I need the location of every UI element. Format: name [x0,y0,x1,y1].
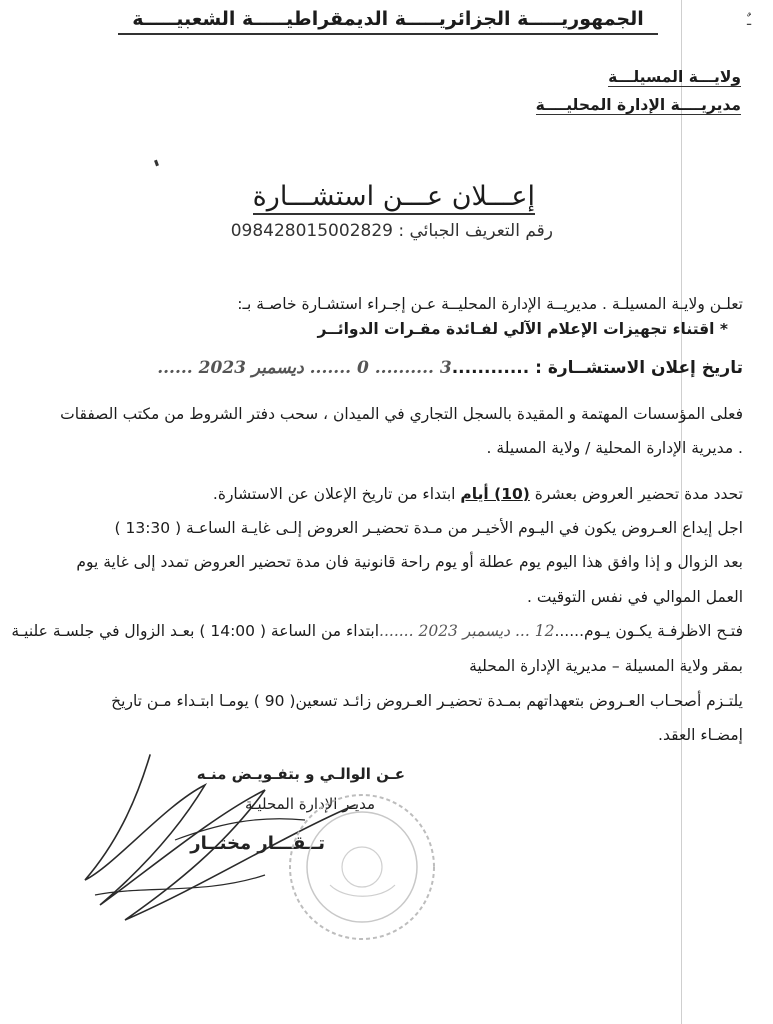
p2-pre: تحدد مدة تحضير العروض بعشرة [529,485,743,503]
fiscal-id: رقم التعريف الجبائي : 098428015002829 [230,221,553,241]
p4-a: فتـح الاظرفـة يكـون يـوم...... [554,622,743,640]
paragraph-3-line-3: العمل الموالي في نفس التوقيت . [527,588,743,606]
paragraph-1-line-1: فعلى المؤسسات المهتمة و المقيدة بالسجل التجاري في الميدان ، سحب دفتر الشروط من مكتب الصفقات [60,405,743,423]
paragraph-4-line-2: بمقر ولاية المسيلة – مديرية الإدارة المحلية [469,657,743,675]
paragraph-2 [30,483,743,505]
ink-mark [154,160,159,167]
republic-header: الجمهوريـــــة الجزائريـــــة الديمقراطيـــــة الشعبيـــــة [118,8,658,35]
wilaya-label: ولايـــة المسيلـــة [608,68,741,86]
directorate-label: مديريــــة الإدارة المحليــــة [535,96,741,114]
paragraph-3-line-2: بعد الزوال و إذا وافق هذا اليوم يوم عطلة أو يوم راحة قانونية فان مدة تحضير العروض تمدد إلى غاية يوم [76,553,743,571]
paragraph-5-line-2: إمضـاء العقد. [658,726,743,744]
date-fill: 3 .......... 0 ....... ديسمبر 2023 ...... [157,358,452,378]
p4-date-fill: 12 ... ديسمبر 2023 ....... [379,622,555,640]
paragraph-4-line-1 [11,620,743,642]
paragraph-5-line-1: يلتـزم أصحـاب العـروض بتعهداتهم بمـدة تحضيـر العـروض زائـد تسعين( 90 ) يومـا ابتـداء مـن تاريخ [111,692,743,710]
page-fold-line [681,0,682,1024]
announcement-title: إعـــلان عـــن استشـــارة [253,181,535,215]
paragraph-3-line-1: اجل إيداع العـروض يكون في اليـوم الأخيـر من مـدة تحضيـر العروض إلـى غايـة الساعـة ( 13:30 ) [114,519,743,537]
signature-line-1: عـن الوالـي و بتفـويـض منـه [196,765,405,783]
official-stamp [285,790,440,945]
date-label: تاريخ إعلان الاستشــارة : ............ [451,358,743,378]
signature-line-3: تــقـــار مختــار [190,833,325,854]
p4-b: ابتداء من الساعة ( 14:00 ) بعـد الزوال في جلسـة علنيـة [11,622,380,640]
intro-text: تعلـن ولايـة المسيلـة . مديريــة الإدارة المحليــة عـن إجـراء استشـارة خاصـة بـ: [237,295,743,313]
announcement-date-line [30,357,743,379]
page-corner-mark: ـٌ [747,13,752,29]
p2-duration: (10) أيام [460,485,530,503]
p2-post: ابتداء من تاريخ الإعلان عن الاستشارة. [212,485,461,503]
signature-line-2: مديـر الإدارة المحليـة [245,795,375,813]
paragraph-1-line-2: . مديرية الإدارة المحلية / ولاية المسيلة . [486,439,743,457]
consultation-object: * اقتناء تجهيزات الإعلام الآلي لفـائدة مقـرات الدوائــر [317,320,728,338]
